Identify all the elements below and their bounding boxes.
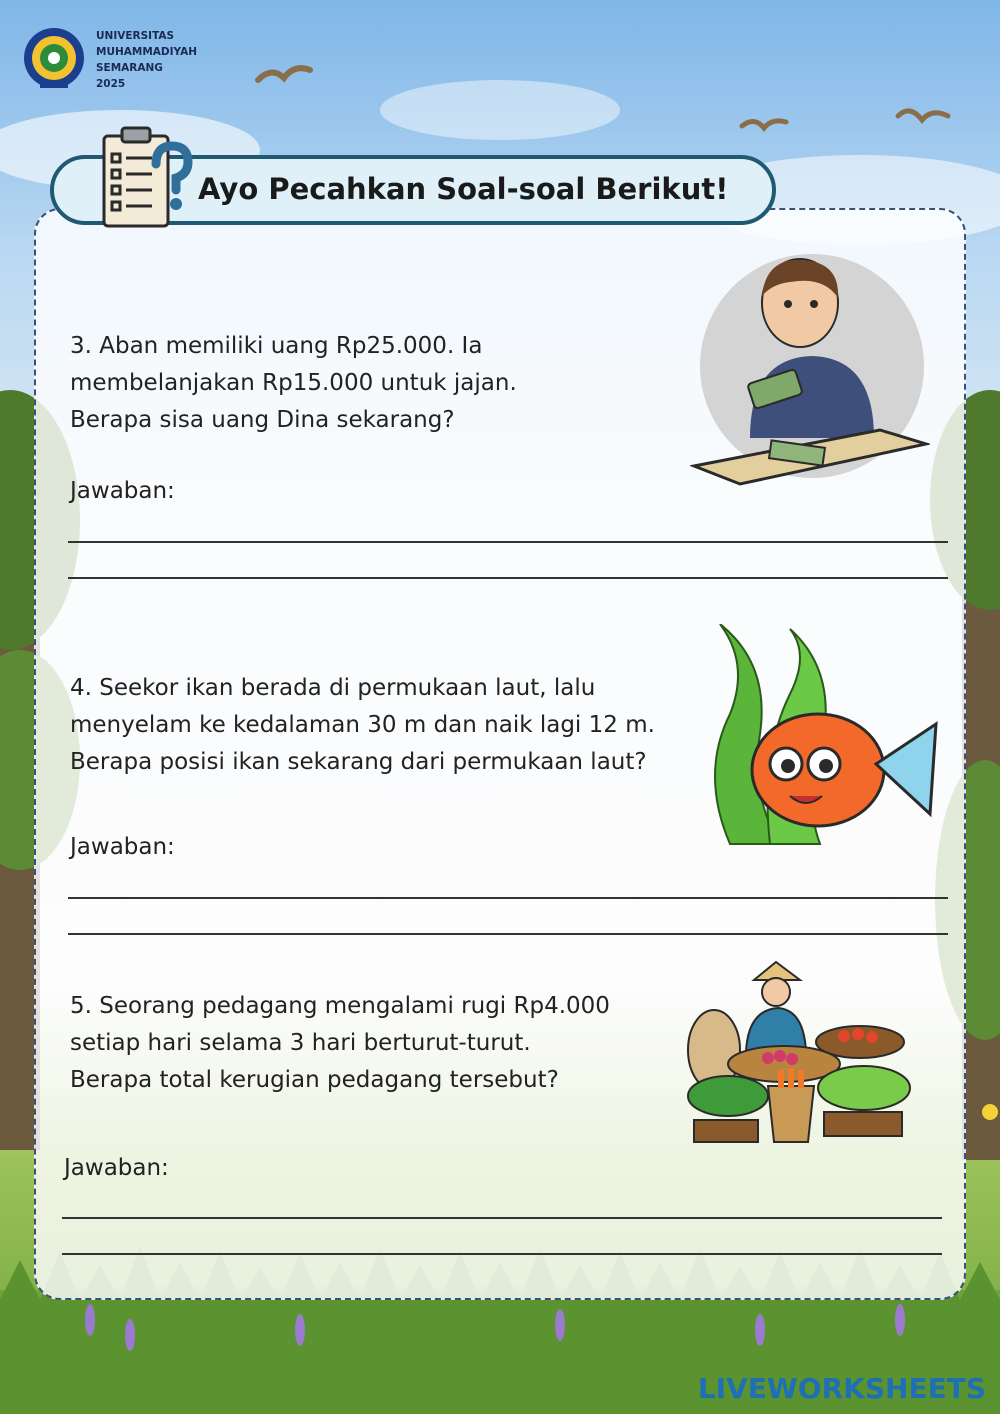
page-title: Ayo Pecahkan Soal-soal Berikut!: [198, 172, 729, 206]
question-3: [70, 328, 517, 439]
question-4: [70, 670, 655, 781]
vegetable-vendor-icon: [684, 960, 914, 1152]
fish-seaweed-icon: [690, 624, 944, 846]
question-5: [70, 988, 610, 1099]
answer-label-4: Jawaban:: [70, 834, 175, 860]
question-5-line1: 5. Seorang pedagang mengalami rugi Rp4.000: [70, 993, 610, 1019]
question-4-line2: menyelam ke kedalaman 30 m dan naik lagi 12 m.: [70, 712, 655, 738]
answer-line-3b[interactable]: [68, 577, 948, 579]
answer-line-4a[interactable]: [68, 897, 948, 899]
institution-line2: MUHAMMADIYAH: [96, 46, 198, 58]
question-3-line3: Berapa sisa uang Dina sekarang?: [70, 407, 455, 433]
liveworksheets-brand: LIVEWORKSHEETS: [697, 1372, 986, 1405]
university-seal-icon: [22, 24, 86, 92]
answer-line-5b[interactable]: [62, 1253, 942, 1255]
university-logo: [22, 24, 202, 96]
answer-line-4b[interactable]: [68, 933, 948, 935]
question-5-line2: setiap hari selama 3 hari berturut-turut.: [70, 1030, 531, 1056]
answer-line-3a[interactable]: [68, 541, 948, 543]
institution-line4: 2025: [96, 78, 126, 90]
answer-label-5: Jawaban:: [64, 1155, 169, 1181]
person-counting-money-icon: [690, 248, 930, 488]
question-5-line3: Berapa total kerugian pedagang tersebut?: [70, 1067, 559, 1093]
institution-line1: UNIVERSITAS: [96, 30, 175, 42]
answer-line-5a[interactable]: [62, 1217, 942, 1219]
question-4-line3: Berapa posisi ikan sekarang dari permukaan laut?: [70, 749, 647, 775]
question-3-line1: 3. Aban memiliki uang Rp25.000. Ia: [70, 333, 483, 359]
answer-label-3: Jawaban:: [70, 478, 175, 504]
institution-line3: SEMARANG: [96, 62, 163, 74]
liveworksheets-logo[interactable]: [698, 1372, 986, 1405]
question-3-line2: membelanjakan Rp15.000 untuk jajan.: [70, 370, 517, 396]
question-4-line1: 4. Seekor ikan berada di permukaan laut, lalu: [70, 675, 596, 701]
clipboard-question-icon: [100, 124, 196, 230]
